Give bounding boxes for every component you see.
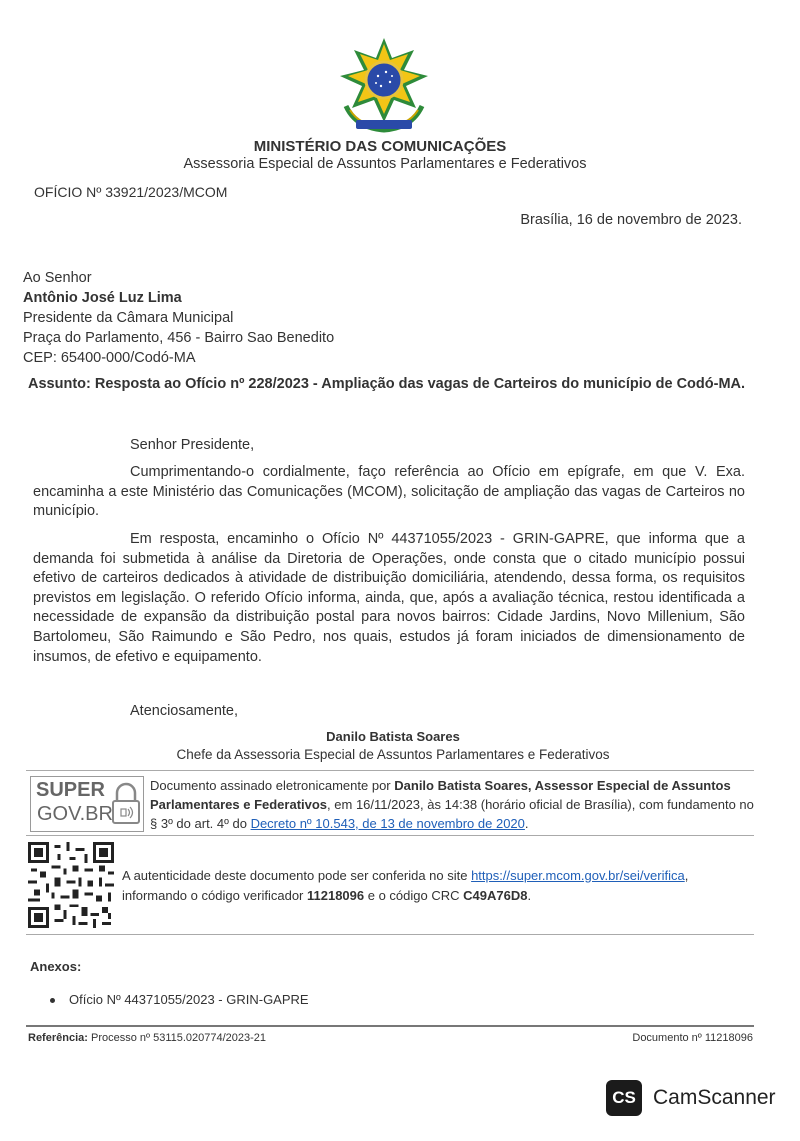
recipient-salutation: Ao Senhor [23, 270, 92, 286]
signature-signer: Danilo Batista Soares, Assessor Especial de Assuntos Parlamentares e Federativos [150, 778, 731, 812]
attachment-list-item [50, 992, 309, 1007]
verification-text-suffix: . [527, 888, 532, 903]
attachment-item-label: Ofício Nº 44371055/2023 - GRIN-GAPRE [69, 992, 309, 1007]
coat-of-arms-emblem [336, 36, 432, 134]
signature-text-middle: , em 16/11/2023, às 14:38 (horário oficial de Brasília), com fundamento no § 3º do art. 4º do [150, 797, 754, 831]
verification-statement [122, 866, 752, 906]
signature-text-suffix: . [524, 816, 529, 831]
camscanner-logo-icon: CS [606, 1080, 642, 1116]
footer-reference [28, 1032, 266, 1044]
oficio-number: OFÍCIO Nº 33921/2023/MCOM [34, 184, 228, 200]
electronic-signature-block [26, 770, 754, 836]
signature-statement [150, 776, 754, 833]
verification-block [26, 838, 754, 935]
verification-text-prefix: A autenticidade deste documento pode ser conferida no site [122, 868, 472, 883]
qr-code-icon [28, 842, 114, 928]
footer-document-number: Documento nº 11218096 [632, 1032, 753, 1044]
super-govbr-logo [30, 776, 144, 832]
body-paragraph-1: Cumprimentando-o cordialmente, faço referência ao Ofício em epígrafe, em que V. Exa. encaminha a este Ministério das Comunicações (MCOM), solicitação de ampliação das vagas de Carteiros no município. [33, 464, 745, 520]
recipient-address: Praça do Parlamento, 456 - Bairro Sao Benedito [23, 330, 335, 346]
letter-salutation: Senhor Presidente, [130, 437, 255, 453]
footer-reference-value: Processo nº 53115.020774/2023-21 [87, 1032, 267, 1044]
recipient-name: Antônio José Luz Lima [23, 290, 182, 306]
signer-title: Chefe da Assessoria Especial de Assuntos Parlamentares e Federativos [176, 747, 610, 762]
recipient-cep: CEP: 65400-000/Codó-MA [23, 350, 196, 366]
closing-text: Atenciosamente, [130, 703, 239, 719]
verification-site-link[interactable]: https://super.mcom.gov.br/sei/verifica [471, 868, 685, 883]
ministry-title: MINISTÉRIO DAS COMUNICAÇÕES [253, 138, 507, 155]
bullet-icon [50, 998, 55, 1003]
department-title: Assessoria Especial de Assuntos Parlamentares e Federativos [183, 156, 587, 172]
padlock-icon [111, 781, 141, 827]
recipient-block [23, 268, 334, 368]
logo-govbr-text: GOV.BR [37, 803, 113, 825]
logo-super-text: SUPER [36, 779, 105, 801]
verification-text-middle: , informando o código verificador [122, 868, 689, 903]
attachments-label: Anexos: [30, 959, 82, 974]
signer-name: Danilo Batista Soares [326, 729, 460, 744]
footer-reference-label: Referência: [28, 1032, 88, 1044]
body-paragraph-2: Em resposta, encaminho o Ofício Nº 44371055/2023 - GRIN-GAPRE, que informa que a demanda foi submetida à análise da Diretoria de Operações, onde consta que o citado município possui efetivo de carteiros dedicados à atividade de distribuição domiciliária, atendendo, dessa forma, os requisitos previstos em legislação. O referido Ofício informa, ainda, que, após a avaliação técnica, restou identificada a necessidade de expansão da distribuição postal para novos bairros: Cidade Jardins, Novo Millenium, São Bartolomeu, São Raimundo e São Pedro, nos quais, estudos já foram iniciados de dimensionamento de insumos, de efetivo e equipamento. [33, 531, 745, 665]
camscanner-name: CamScanner [653, 1086, 776, 1109]
signature-text-prefix: Documento assinado eletronicamente por [150, 778, 395, 793]
decree-link[interactable]: Decreto nº 10.543, de 13 de novembro de 2020 [250, 816, 525, 831]
recipient-title: Presidente da Câmara Municipal [23, 310, 234, 326]
document-date: Brasília, 16 de novembro de 2023. [520, 212, 742, 228]
crc-code: C49A76D8 [463, 888, 528, 903]
footer-divider [26, 1025, 754, 1027]
verification-text-between: e o código CRC [364, 888, 464, 903]
subject-line: Assunto: Resposta ao Ofício nº 228/2023 - Ampliação das vagas de Carteiros do município de Codó-MA. [28, 376, 746, 392]
verifier-code: 11218096 [307, 888, 365, 903]
